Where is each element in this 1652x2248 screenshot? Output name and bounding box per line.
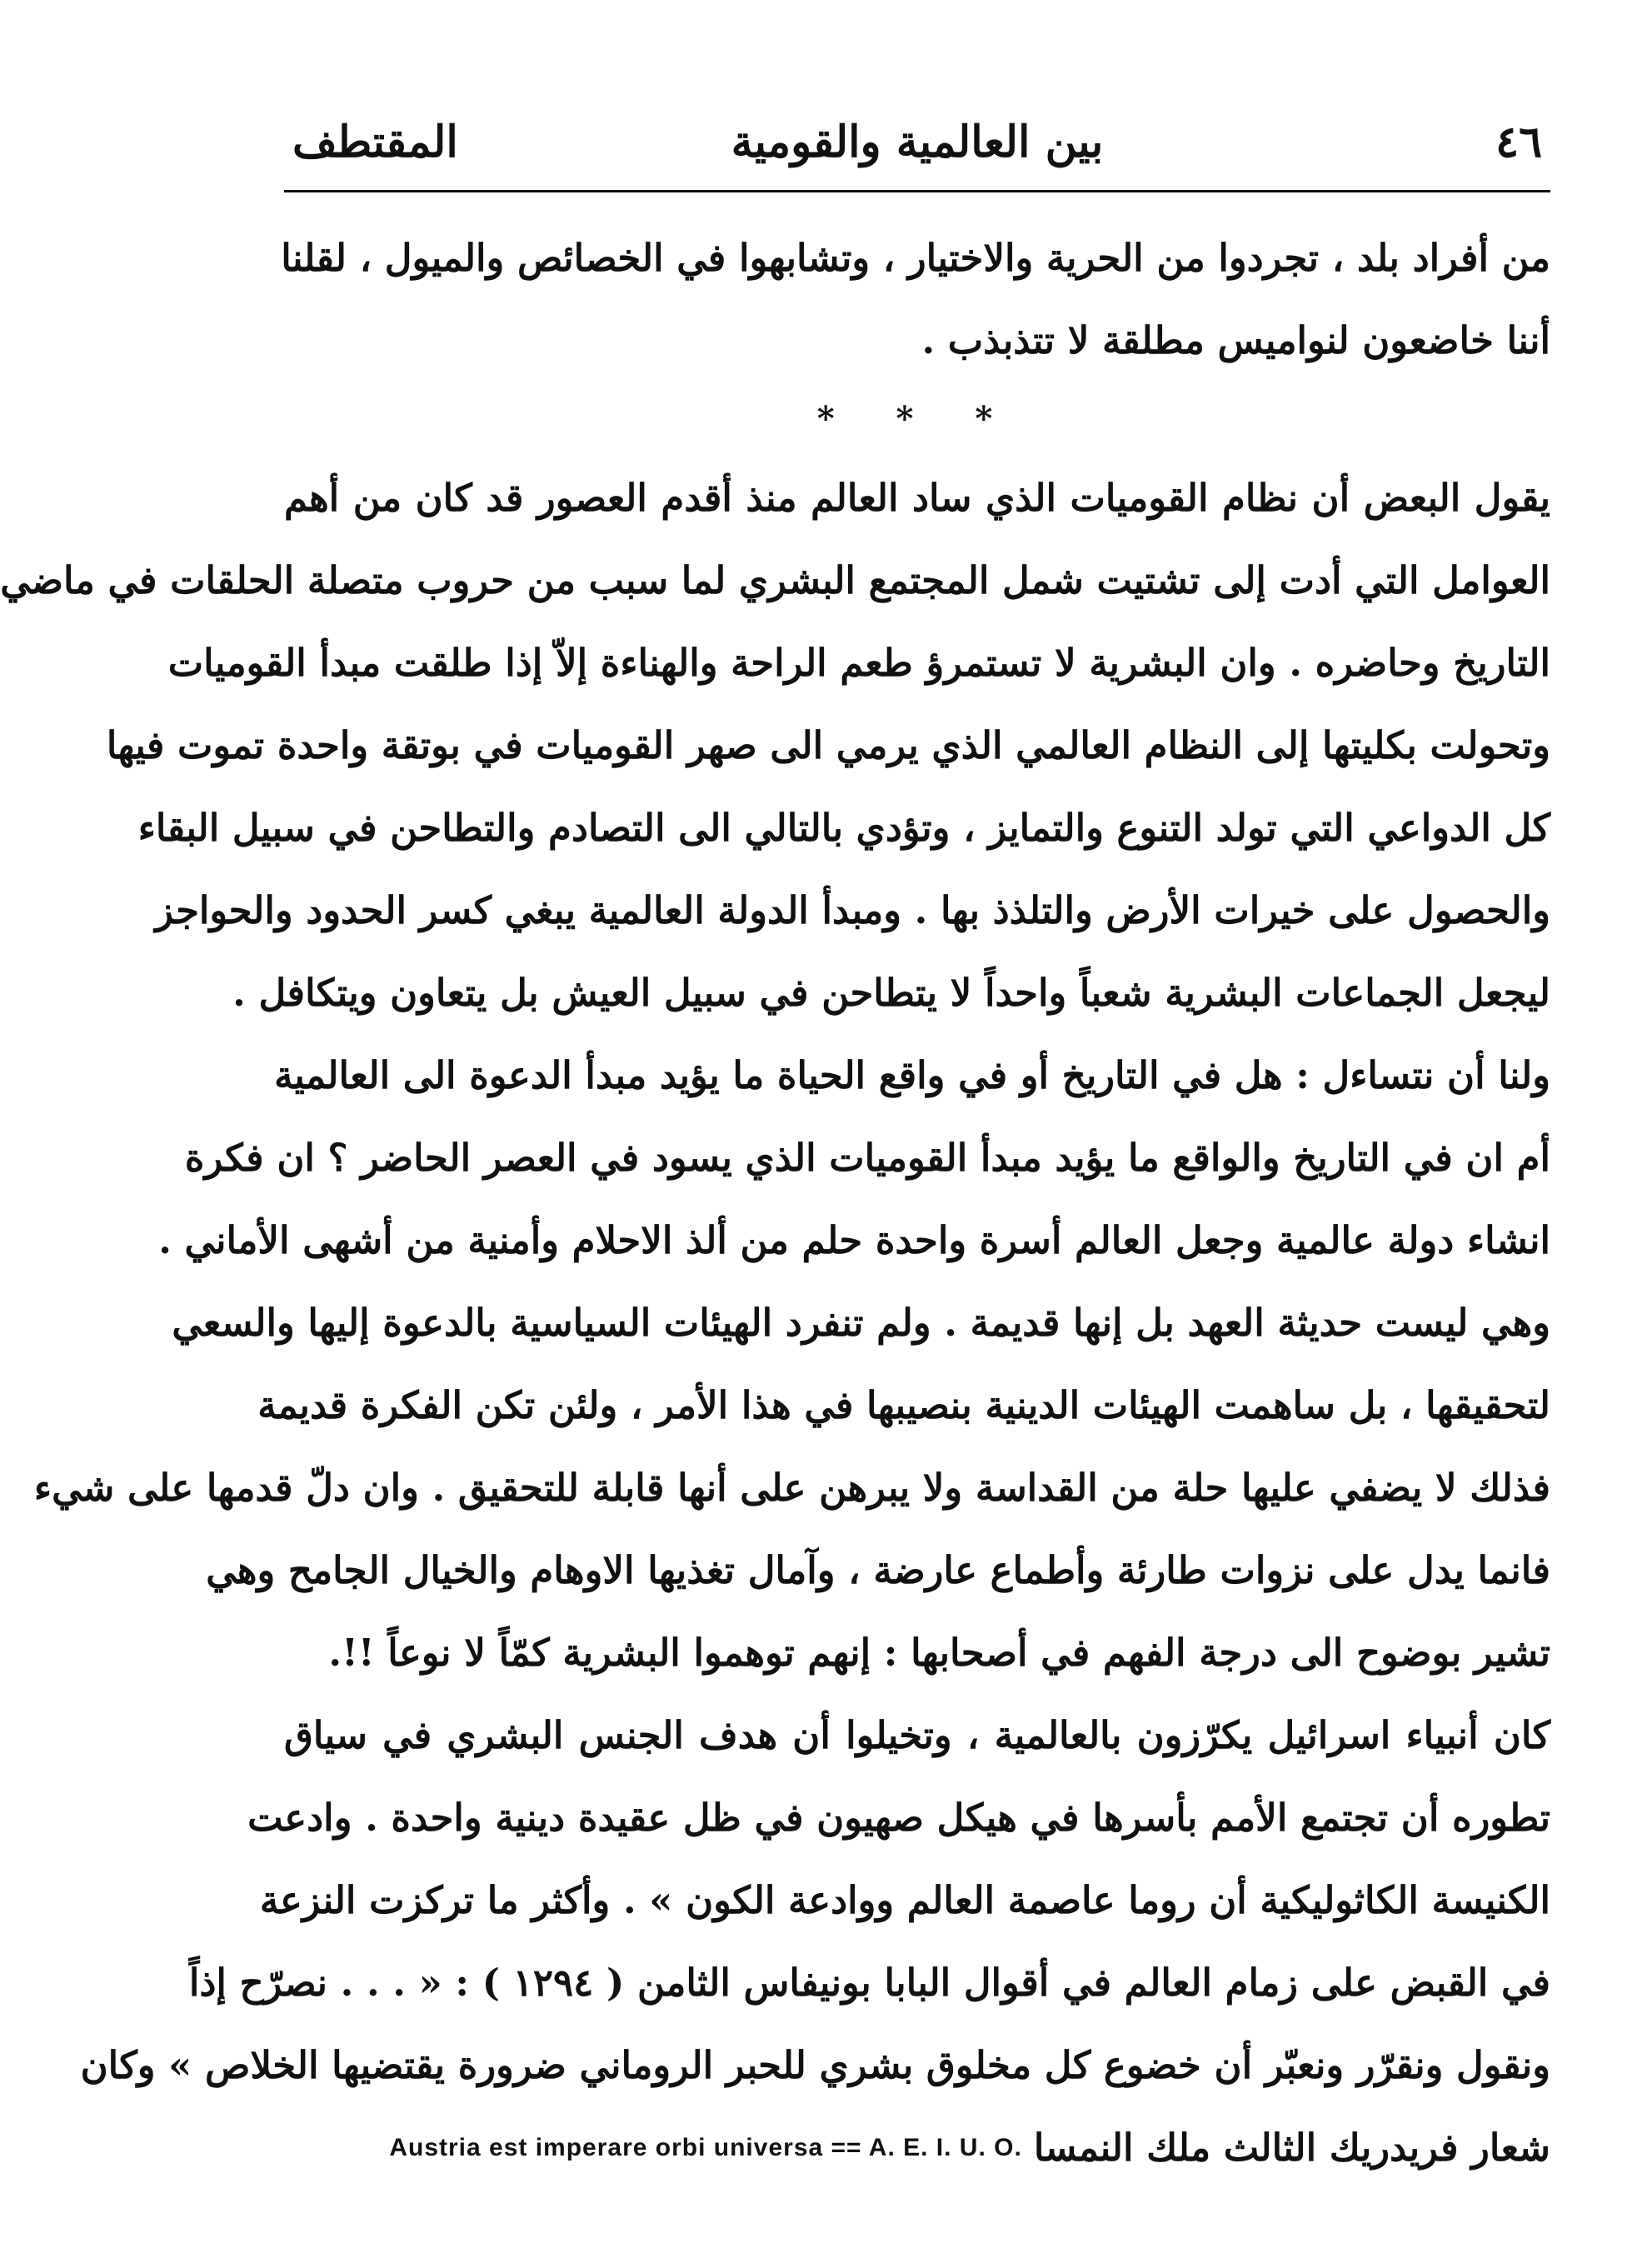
page-header — [284, 108, 1550, 183]
text-line: كان أنبياء اسرائيل يكرّزون بالعالمية ، وتخيلوا أن هدف الجنس البشري في سياق — [284, 1713, 1550, 1757]
text-line: انشاء دولة عالمية وجعل العالم أسرة واحدة حلم من ألذ الاحلام وأمنية من أشهى الأماني . — [158, 1218, 1550, 1262]
text-line: العوامل التي أدت إلى تشتيت شمل المجتمع البشري لما سبب من حروب متصلة الحلقات في ماضي — [0, 558, 1550, 602]
text-line: يقول البعض أن نظام القوميات الذي ساد العالم منذ أقدم العصور قد كان من أهم — [284, 476, 1550, 520]
page-number: ٤٦ — [1495, 117, 1542, 167]
text-line: فذلك لا يضفي عليها حلة من القداسة ولا يبرهن على أنها قابلة للتحقيق . وان دلّ قدمها على شيء — [33, 1466, 1550, 1510]
header-rule — [284, 190, 1550, 192]
motto-latin: Austria est imperare orbi universa == A. E. I. U. O. — [389, 2134, 1022, 2161]
motto-arabic: شعار فريدريك الثالث ملك النمسا — [1033, 2126, 1550, 2170]
motto-line — [284, 2106, 1550, 2189]
text-line: لتحقيقها ، بل ساهمت الهيئات الدينية بنصيبها في هذا الأمر ، ولئن تكن الفكرة قديمة — [257, 1383, 1550, 1427]
text-line: التاريخ وحاضره . وان البشرية لا تستمرؤ طعم الراحة والهناءة إلاّ إذا طلقت مبدأ القوميات — [167, 641, 1550, 685]
paragraph — [33, 1034, 1550, 1694]
text-line: وتحولت بكليتها إلى النظام العالمي الذي يرمي الى صهر القوميات في بوتقة واحدة تموت فيها — [106, 723, 1550, 767]
text-line: في القبض على زمام العالم في أقوال البابا بونيفاس الثامن ( ١٢٩٤ ) : « . . . نصرّح إذاً — [188, 1961, 1550, 2005]
text-line: أننا خاضعون لنواميس مطلقة لا تتذبذب . — [921, 318, 1550, 362]
text-line: تطوره أن تجتمع الأمم بأسرها في هيكل صهيون في ظل عقيدة دينية واحدة . وادعت — [247, 1796, 1550, 1840]
body-text — [0, 217, 1550, 2189]
document-page — [0, 92, 1550, 2191]
running-title: بين العالمية والقومية — [731, 117, 1104, 167]
paragraph — [80, 1694, 1550, 2106]
text-line: وهي ليست حديثة العهد بل إنها قديمة . ولم تنفرد الهيئات السياسية بالدعوة إليها والسعي — [172, 1301, 1550, 1345]
text-line: ولنا أن نتساءل : هل في التاريخ أو في واقع الحياة ما يؤيد مبدأ الدعوة الى العالمية — [274, 1053, 1550, 1097]
text-line: فانما يدل على نزوات طارئة وأطماع عارضة ، وآمال تغذيها الاوهام والخيال الجامح وهي — [206, 1548, 1550, 1592]
text-line: ونقول ونقرّر ونعبّر أن خضوع كل مخلوق بشري للحبر الروماني ضرورة يقتضيها الخلاص » وكان — [80, 2043, 1550, 2087]
text-line: ليجعل الجماعات البشرية شعباً واحداً لا يتطاحن في سبيل العيش بل يتعاون ويتكافل . — [232, 971, 1550, 1015]
text-line: الكنيسة الكاثوليكية أن روما عاصمة العالم ووادعة الكون » . وأكثر ما تركزت النزعة — [259, 1878, 1550, 1922]
paragraph — [281, 217, 1550, 382]
journal-name: المقتطف — [292, 117, 458, 167]
text-line: تشير بوضوح الى درجة الفهم في أصحابها : إنهم توهموا البشرية كمّاً لا نوعاً !!. — [328, 1631, 1550, 1675]
text-line: كل الدواعي التي تولد التنوع والتمايز ، وتؤدي بالتالي الى التصادم والتطاحن في سبيل البقاء — [137, 806, 1550, 850]
text-line: من أفراد بلد ، تجردوا من الحرية والاختيار ، وتشابهوا في الخصائص والميول ، لقلنا — [281, 236, 1550, 280]
text-line: والحصول على خيرات الأرض والتلذذ بها . ومبدأ الدولة العالمية يبغي كسر الحدود والحواجز — [155, 888, 1550, 932]
text-line: أم ان في التاريخ والواقع ما يؤيد مبدأ القوميات الذي يسود في العصر الحاضر ؟ ان فكرة — [184, 1136, 1550, 1180]
section-break: * * * — [816, 399, 1018, 438]
paragraph — [0, 457, 1550, 1034]
